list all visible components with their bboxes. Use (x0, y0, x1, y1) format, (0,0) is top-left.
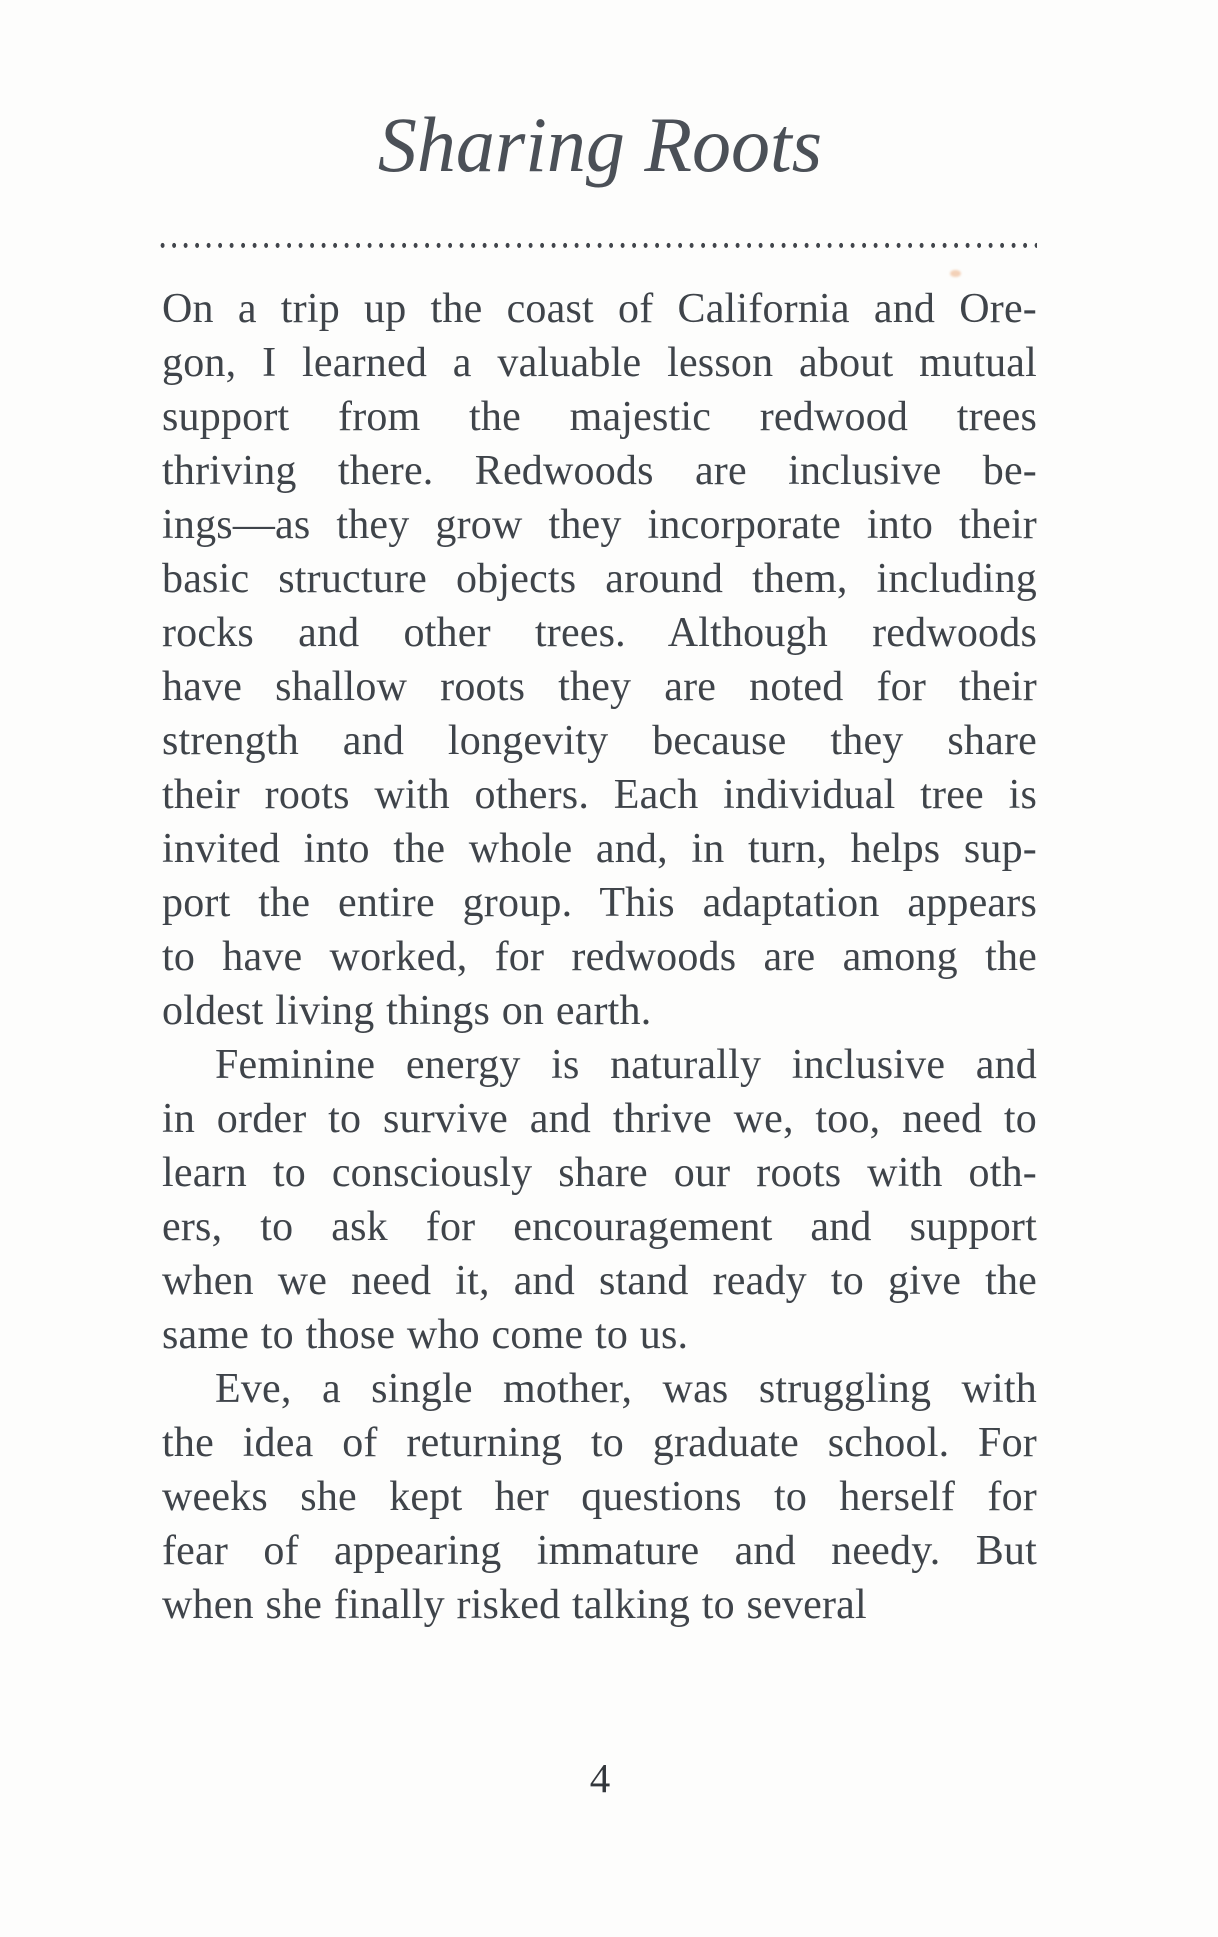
text-line: the idea of returning to graduate school. For (162, 1420, 1037, 1466)
text-line: rocks and other trees. Although redwoods (162, 610, 1037, 656)
dotted-divider (160, 242, 1037, 249)
text-line: to have worked, for redwoods are among the (162, 934, 1037, 980)
text-line: same to those who come to us. (162, 1312, 689, 1358)
body-text (162, 282, 1037, 1632)
text-line: basic structure objects around them, including (162, 556, 1037, 602)
text-line: thriving there. Redwoods are inclusive be- (162, 448, 1037, 494)
paragraph (162, 282, 1037, 1038)
text-line: gon, I learned a valuable lesson about mutual (162, 340, 1037, 386)
text-line: ings—as they grow they incorporate into their (162, 502, 1037, 548)
text-line: Feminine energy is naturally inclusive and (215, 1042, 1037, 1088)
text-line: On a trip up the coast of California and Ore- (162, 286, 1037, 332)
text-line: invited into the whole and, in turn, helps sup- (162, 826, 1037, 872)
page-title: Sharing Roots (377, 101, 823, 188)
text-line: oldest living things on earth. (162, 988, 652, 1034)
text-line: when we need it, and stand ready to give the (162, 1258, 1037, 1304)
text-line: weeks she kept her questions to herself for (162, 1474, 1037, 1520)
text-line: when she finally risked talking to several (162, 1582, 867, 1628)
text-line: their roots with others. Each individual tree is (162, 772, 1037, 818)
page-number: 4 (589, 1755, 611, 1801)
text-line: in order to survive and thrive we, too, need to (162, 1096, 1037, 1142)
paragraph (162, 1362, 1037, 1632)
paragraph (162, 1038, 1037, 1362)
text-line: strength and longevity because they share (162, 718, 1037, 764)
text-line: port the entire group. This adaptation appears (162, 880, 1037, 926)
text-line: fear of appearing immature and needy. But (162, 1528, 1037, 1574)
text-line: Eve, a single mother, was struggling with (215, 1366, 1037, 1412)
scan-speck (950, 270, 961, 277)
text-line: ers, to ask for encouragement and support (162, 1204, 1037, 1250)
text-line: support from the majestic redwood trees (162, 394, 1037, 440)
text-line: have shallow roots they are noted for their (162, 664, 1037, 710)
text-line: learn to consciously share our roots with oth- (162, 1150, 1037, 1196)
